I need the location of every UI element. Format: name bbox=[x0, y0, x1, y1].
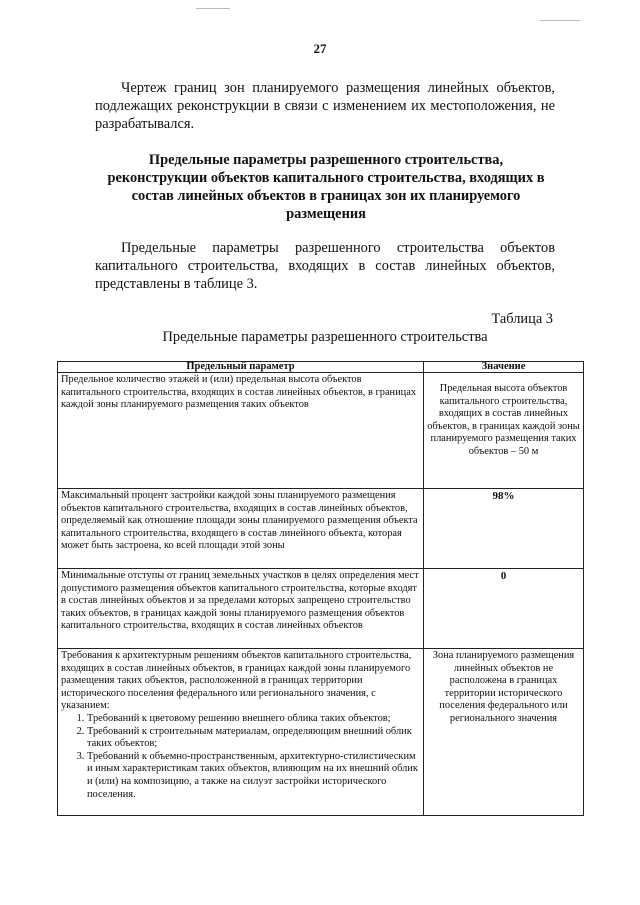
section-heading: Предельные параметры разрешенного строительства, реконструкции объектов капитального строительства, входящих в состав линейных объектов в границах зон их планируемого размещения bbox=[107, 152, 545, 222]
table-header-row bbox=[58, 362, 584, 373]
table-row bbox=[58, 649, 584, 816]
requirements-list bbox=[61, 713, 420, 801]
value-cell: Предельная высота объектов капитального строительства, входящих в состав линейных объектов, в границах каждой зоны планируемого размещения таких объектов – 50 м bbox=[424, 373, 584, 489]
page-number: 27 bbox=[313, 41, 327, 56]
value-cell: 0 bbox=[424, 569, 584, 649]
table-title: Предельные параметры разрешенного строительства bbox=[162, 329, 488, 345]
parameter-cell: Предельное количество этажей и (или) предельная высота объектов капитального строительства, входящих в состав линейных объектов, в границах каждой зоны планируемого размещения таких объектов bbox=[58, 373, 424, 489]
table-row bbox=[58, 373, 584, 489]
description-paragraph: Предельные параметры разрешенного строительства объектов капитального строительства, входящих в состав линейных объектов, представлены в таблице 3. bbox=[95, 240, 555, 292]
header-value: Значение bbox=[424, 362, 584, 373]
parameters-table bbox=[57, 361, 584, 816]
value-cell: Зона планируемого размещения линейных объектов не расположена в границах территории исторического поселения федерального или регионального значения bbox=[424, 649, 584, 816]
table-row bbox=[58, 489, 584, 569]
list-item: 3. Требований к объемно-пространственным, архитектурно-стилистическим и иным характеристикам таких объектов, влияющим на их внешний облик и (или) на композицию, а также на силуэт застройки исторического поселения. bbox=[87, 751, 420, 801]
list-item: 1. Требований к цветовому решению внешнего облика таких объектов; bbox=[87, 713, 420, 726]
list-item: 2. Требований к строительным материалам, определяющим внешний облик таких объектов; bbox=[87, 726, 420, 751]
scan-artifact bbox=[540, 20, 580, 21]
value-cell: 98% bbox=[424, 489, 584, 569]
parameter-cell: Минимальные отступы от границ земельных участков в целях определения мест допустимого размещения объектов капитального строительства, которые входят в состав линейных объектов и за пределами которых запрещено строительство таких объектов, в границах каждой зоны планируемого размещения объектов капитального строительства, входящих в состав линейных объектов bbox=[58, 569, 424, 649]
scan-artifact bbox=[196, 8, 230, 9]
header-parameter: Предельный параметр bbox=[58, 362, 424, 373]
table-label: Таблица 3 bbox=[491, 311, 553, 327]
intro-paragraph: Чертеж границ зон планируемого размещения линейных объектов, подлежащих реконструкции в связи с изменением их местоположения, не разрабатывался. bbox=[95, 80, 555, 132]
parameter-cell bbox=[58, 649, 424, 816]
parameter-cell: Максимальный процент застройки каждой зоны планируемого размещения объектов капитального строительства, входящих в состав линейных объектов, определяемый как отношение площади зоны планируемого размещения объекта капитального строительства, входящего в состав линейного объекта, которая может быть застроена, ко всей площади этой зоны bbox=[58, 489, 424, 569]
requirements-intro: Требования к архитектурным решениям объектов капитального строительства, входящих в состав линейных объектов, в границах каждой зоны планируемого размещения таких объектов, расположенной в границах территории исторического поселения федерального или регионального значения, с указанием: bbox=[61, 650, 412, 712]
table-row bbox=[58, 569, 584, 649]
